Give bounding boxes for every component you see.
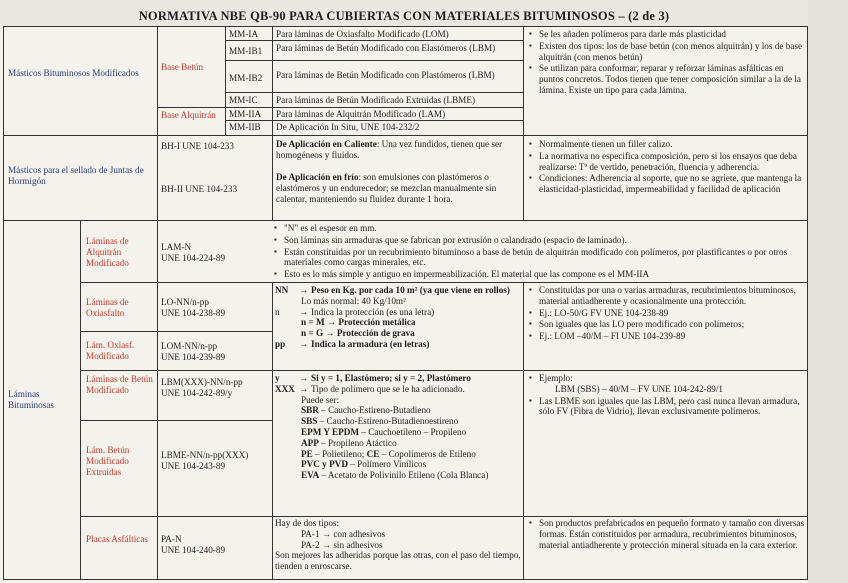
code-mm-ib1: MM-IB1 (229, 46, 263, 56)
lo-notes (527, 285, 805, 370)
page-title: NORMATIVA NBE QB-90 PARA CUBIERTAS CON MATERIALES BITUMINOSOS – (2 de 3) (138, 9, 670, 23)
code-mm-ia: MM-IA (229, 29, 259, 39)
legend-text: Indica la protección (es una letra) (311, 306, 435, 317)
note-item: ▪ Esto es lo más simple y antiguo en impermeabilización. El material que las compone es el MM-IIA (272, 269, 806, 280)
desc-mm-iib: De Aplicación In Situ, UNE 104-232/2 (276, 122, 420, 132)
legend-text: Tipo de polímero que se le ha adicionado. (311, 383, 465, 394)
section-masticos-modificados: Másticos Bituminosos Modificados (8, 68, 139, 78)
desc-mm-ib1: Para láminas de Betún Modificado con Elastómeros (LBM) (276, 43, 496, 53)
polymer-item: EVA – Acetato de Polivinilo Etileno (Cola Blanca) (301, 470, 489, 481)
polymer-item: SBR – Caucho-Estireno-Butadieno (301, 405, 431, 416)
caliente-label: De Aplicación en Caliente (276, 139, 377, 149)
note-item: ▪ Ej.: LO-50/G FV UNE 104-238-89 (527, 308, 805, 319)
note-item: ▪ Ej.: LOM –40/M – FI UNE 104-239-89 (527, 331, 805, 342)
desc-mm-ib2: Para láminas de Betún Modificado con Plastómeros (LBM) (276, 70, 495, 80)
une: UNE 104-242-89/y (161, 387, 233, 398)
legend-sub: Lo más normal: 40 Kg/10m² (301, 295, 406, 306)
code-bh-i: BH-I UNE 104-233 (161, 141, 234, 151)
code-mm-ib2: MM-IB2 (229, 73, 263, 83)
note-item: ▪ "N" es el espesor en mm. (272, 223, 806, 234)
lam-oxiasf-mod-code (161, 341, 269, 363)
une: UNE 104-238-89 (161, 307, 226, 318)
lam-oxiasfalto-code (161, 297, 269, 319)
note-item: ▪ Las LBME son iguales que las LBM, pero casi nunca llevan armadura, sólo FV (Fibra de Vidrio), llevan exclusivamente polímeros. (527, 396, 805, 418)
code: LAM-N (161, 242, 192, 252)
note-item: ▪ Son láminas sin armaduras que se fabrican por extrusión o calandrado (espacio de laminado). (272, 235, 806, 246)
code: LBME-NN/n-pp(XXX) (161, 450, 249, 460)
lam-betun-name: Láminas de Betún Modificado (86, 374, 153, 395)
legend-sub: n = M → Protección metálica (301, 317, 416, 328)
polymer-item: SBS – Caucho-Estireno-Butadienoestireno (301, 416, 459, 427)
lam-alquitran-notes (272, 223, 806, 281)
code: PA-N (161, 534, 182, 544)
note-item: ▪ Se utilizan para conformar, reparar y reforzar láminas asfálticas en puntos concretos. Todos tienen que tener composición similar a la de la lámina. Existe un tipo para cada lámina. (527, 63, 805, 95)
note-item: ▪ Son iguales que las LO pero modificado con polímeros; (527, 319, 805, 330)
code: LBM(XXX)-NN/n-pp (161, 377, 243, 387)
une: UNE 104-243-89 (161, 460, 226, 471)
legend-key: n (275, 306, 280, 317)
section-masticos-sellado: Másticos para el sellado de Juntas de Hormigón (8, 165, 144, 186)
lam-alquitran-code (161, 242, 269, 264)
desc-mm-iia: Para láminas de Alquitrán Modificado (LAM) (276, 109, 446, 119)
section-laminas: Láminas Bituminosas (8, 389, 54, 410)
polymer-item: PVC y PVD – Polímero Vinílicos (301, 459, 427, 470)
masticos-sellado-notes (527, 139, 805, 219)
code-mm-ic: MM-IC (229, 95, 258, 105)
note-item: ▪ Normalmente tienen un filler calizo. (527, 139, 805, 150)
note-item: ▪ Existen dos tipos: los de base betún (con menos alquitrán) y los de base alquitrán (con menos betún) (527, 41, 805, 63)
lo-legend: NN → Peso en Kg. por cada 10 m² (ya que viene en rollos) Lo más normal: 40 Kg/10m² n → Indica la protección (es una letra) n = M → Protección metálica n = G → Protección de grava pp → Indica la armadura (en letras) (275, 285, 522, 370)
lam-alquitran-name: Láminas de Alquitrán Modificado (86, 236, 129, 268)
code: LO-NN/n-pp (161, 297, 209, 307)
frio-text: : son emulsiones con plastómeros o elastómeros y un endurecedor; se mezclan manualmente sin calentar, manteniendo su fluidez durante 1 hora. (276, 172, 497, 204)
base-alquitran-label: Base Alquitrán (161, 110, 216, 120)
lbm-notes (527, 373, 805, 516)
une: UNE 104-224-89 (161, 252, 226, 263)
lam-oxiasfalto-name: Láminas de Oxiasfalto (86, 297, 129, 318)
masticos-mod-notes (527, 29, 805, 134)
base-betun-label: Base Betún (161, 62, 204, 72)
code-bh-ii: BH-II UNE 104-233 (161, 184, 238, 194)
frio-label: De Aplicación en frío (276, 172, 359, 182)
placas-notes (527, 518, 805, 579)
legend-key: NN (275, 285, 289, 295)
note-item: ▪ Constituidas por una o varias armaduras, recubrimientos bituminosos, material antiadherente y ocasionalmente una protección. (527, 285, 805, 307)
legend-sub: n = G → Protección de grava (301, 328, 415, 339)
note-item: ▪ Condiciones: Adherencia al soporte, que no se agriete, que mantenga la elasticidad-plasticidad, impermeabilidad y facilidad de aplicación (527, 173, 805, 195)
legend-text: Si y = 1, Elastómero; si y = 2, Plastómero (311, 373, 471, 383)
desc-mm-ia: Para láminas de Oxiasfalto Modificado (LOM) (276, 29, 449, 39)
legend-key: pp (275, 338, 286, 349)
note-item: ▪ Se les añaden polímeros para darle más plasticidad (527, 29, 805, 40)
placas-types: Hay de dos tipos: PA-1 → con adhesivos PA-2 → sin adhesivos Son mejores las adheridas porque las otras, con el paso del tiempo, tienden a enroscarse. (275, 518, 521, 572)
legend-text: Peso en Kg. por cada 10 m² (ya que viene en rollos) (311, 285, 510, 295)
note-item: ▪ Ejemplo: LBM (SBS) – 40/M – FV UNE 104-242-89/1 (527, 373, 805, 395)
code-mm-iia: MM-IIA (229, 109, 262, 119)
lam-oxiasf-mod-name: Lám. Oxiasf. Modificado (86, 340, 135, 361)
polymer-legend: y → Si y = 1, Elastómero; si y = 2, Plastómero XXX → Tipo de polímero que se le ha adicionado. Puede ser: SBR – Caucho-Estireno-Butadieno SBS – Caucho-Estireno-Butadienoestireno EPM Y EPDM – Cauchoetileno – Propileno APP – Propileno Atáctico PE – Polietileno; CE – Copolímeros de Etileno PVC y PVD – Polímero Vinílicos EVA – Acetato de Polivinilo Etileno (Cola Blanca) (275, 373, 522, 516)
legend-text: Indica la armadura (en letras) (311, 338, 430, 349)
placas-name: Placas Asfálticas (86, 534, 148, 544)
code: LOM-NN/n-pp (161, 341, 218, 351)
code-mm-iib: MM-IIB (229, 122, 261, 132)
polymer-item: APP – Propileno Atáctico (301, 437, 397, 448)
aplicacion-frio (276, 172, 521, 204)
desc-mm-ic: Para láminas de Betún Modificado Extruidas (LBME) (276, 95, 476, 105)
caliente-text: : Una vez fundidos, tienen que ser homogéneos y fluidos. (276, 139, 503, 160)
lam-betun-code (161, 377, 271, 399)
lam-extruidas-name: Lám. Betún Modificado Extruidas (86, 445, 130, 477)
aplicacion-caliente (276, 139, 521, 161)
note-item: ▪ Son productos prefabricados en pequeño formato y tamaño con diversas formas. Están constituidos por armadura, recubrimientos bituminosos, material antiadherente y protección mineral situada en la cara exterior. (527, 518, 805, 550)
polymer-item: PE – Polietileno; CE – Copolímeros de Etileno (301, 448, 476, 459)
lam-extruidas-code (161, 450, 271, 472)
polymer-item: EPM Y EPDM – Cauchoetileno – Propileno (301, 426, 467, 437)
legend-key: XXX (275, 383, 295, 394)
une: UNE 104-240-89 (161, 544, 226, 555)
legend-key: y (275, 373, 280, 383)
note-item: ▪ La normativa no especifica composición, pero si los ensayos que deba realizarse: Tª de vertido, penetración, fluencia y adherencia. (527, 151, 805, 173)
note-item: ▪ Están constituidas por un recubrimiento bituminoso a base de betún de alquitrán modificado con polímeros, por plastificantes o por otros materiales como cargas minerales, etc. (272, 247, 806, 269)
une: UNE 104-239-89 (161, 351, 226, 362)
placas-code (161, 534, 269, 556)
legend-intro: Puede ser: (301, 394, 340, 405)
